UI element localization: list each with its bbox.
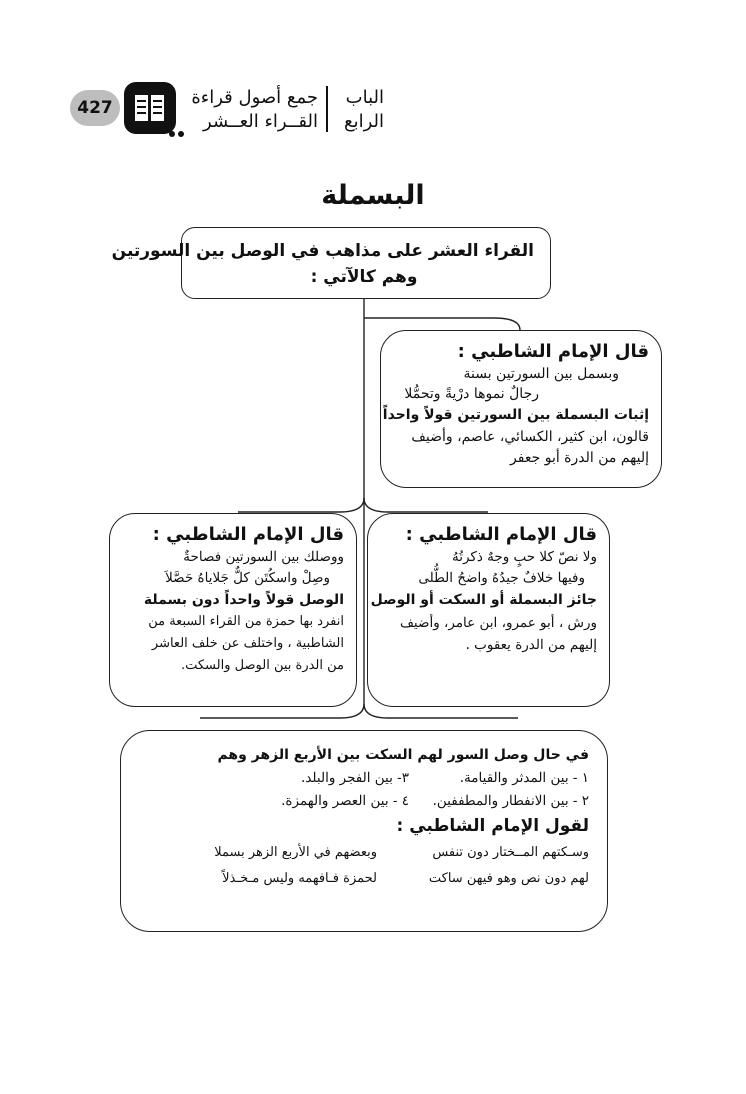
box-four-zuhr-item4: ٤ - بين العصر والهمزة. xyxy=(281,793,409,809)
chapter-label-line2: الرابع xyxy=(343,111,384,132)
box-wasl-only-heading: قال الإمام الشاطبي : xyxy=(152,524,344,545)
box-four-zuhr-heading: في حال وصل السور لهم السكت بين الأربع الزهر وهم xyxy=(217,747,589,763)
box-wasl-only-verse1: ووصلك بين السورتين فصاحةٌ xyxy=(183,549,344,565)
box-wasl-only-text1: انفرد بها حمزة من القراء السبعة من xyxy=(148,614,344,629)
box-all-permitted-subheading: جائز البسملة أو السكت أو الوصل xyxy=(370,592,597,608)
box-four-zuhr-verse1-right: وسـكتهم المــختار دون تنفس xyxy=(432,845,589,860)
top-box xyxy=(111,227,551,299)
page-title: البسملة xyxy=(321,180,425,211)
box-all-permitted-verse2: وفيها خلافٌ جيدُهُ واضحُ الطُّلى xyxy=(418,570,585,586)
box-four-zuhr-verse2-left: لحمزة فـافهمه وليس مـخـذلاً xyxy=(222,871,377,886)
box-all-permitted-text2: إليهم من الدرة يعقوب . xyxy=(465,637,597,653)
box-all-permitted-verse1: ولا نصّ كلا حبٍ وجهٌ ذكرتُهُ xyxy=(451,549,597,565)
box-four-zuhr-verse1-left: وبعضهم في الأربع الزهر بسملا xyxy=(214,845,377,860)
box-all-permitted xyxy=(367,513,610,707)
box-basmala-proof-subheading: إثبات البسملة بين السورتين قولاً واحداً xyxy=(382,407,649,423)
box-four-zuhr-item2: ٢ - بين الانفطار والمطففين. xyxy=(432,793,589,809)
box-wasl-only-subheading: الوصل قولاً واحداً دون بسملة xyxy=(143,592,344,608)
box-four-zuhr-item1: ١ - بين المدثر والقيامة. xyxy=(459,770,589,786)
top-box-line2: وهم كالآتي : xyxy=(310,267,418,287)
top-box-line1: القراء العشر على مذاهب في الوصل بين السورتين xyxy=(111,241,534,261)
box-basmala-proof-text2: إليهم من الدرة أبو جعفر xyxy=(510,450,649,466)
box-basmala-proof-verse1: وبسمل بين السورتين بسنة xyxy=(463,366,619,382)
page-number: 427 xyxy=(77,98,113,118)
book-title-line2: القــراء العــشر xyxy=(203,111,318,132)
box-four-zuhr-item3: ٣- بين الفجر والبلد. xyxy=(301,770,409,786)
box-basmala-proof-heading: قال الإمام الشاطبي : xyxy=(457,341,649,362)
book-title-line1: جمع أصول قراءة xyxy=(191,87,318,108)
box-four-zuhr xyxy=(120,730,608,932)
box-wasl-only-text3: من الدرة بين الوصل والسكت. xyxy=(180,658,344,673)
box-wasl-only-verse2: وصِلْ واسكُتَن كلٌّ جَلاياهُ حَصَّلاَ xyxy=(165,570,330,586)
box-all-permitted-heading: قال الإمام الشاطبي : xyxy=(405,524,597,545)
box-wasl-only xyxy=(109,513,357,707)
box-all-permitted-text1: ورش ، أبو عمرو، ابن عامر، وأضيف xyxy=(399,615,597,631)
box-wasl-only-text2: الشاطبية ، واختلف عن خلف العاشر xyxy=(151,636,344,651)
box-four-zuhr-verse2-right: لهم دون نص وهو فيهن ساكت xyxy=(428,871,589,886)
box-basmala-proof xyxy=(380,330,662,488)
chapter-label-line1: الباب xyxy=(345,87,384,108)
box-basmala-proof-verse2: رجالٌ نموها درْيةً وتحمُّلا xyxy=(404,386,539,402)
box-four-zuhr-subheading: لقول الإمام الشاطبي : xyxy=(396,816,589,836)
box-basmala-proof-text1: قالون، ابن كثير، الكسائي، عاصم، وأضيف xyxy=(411,429,649,445)
